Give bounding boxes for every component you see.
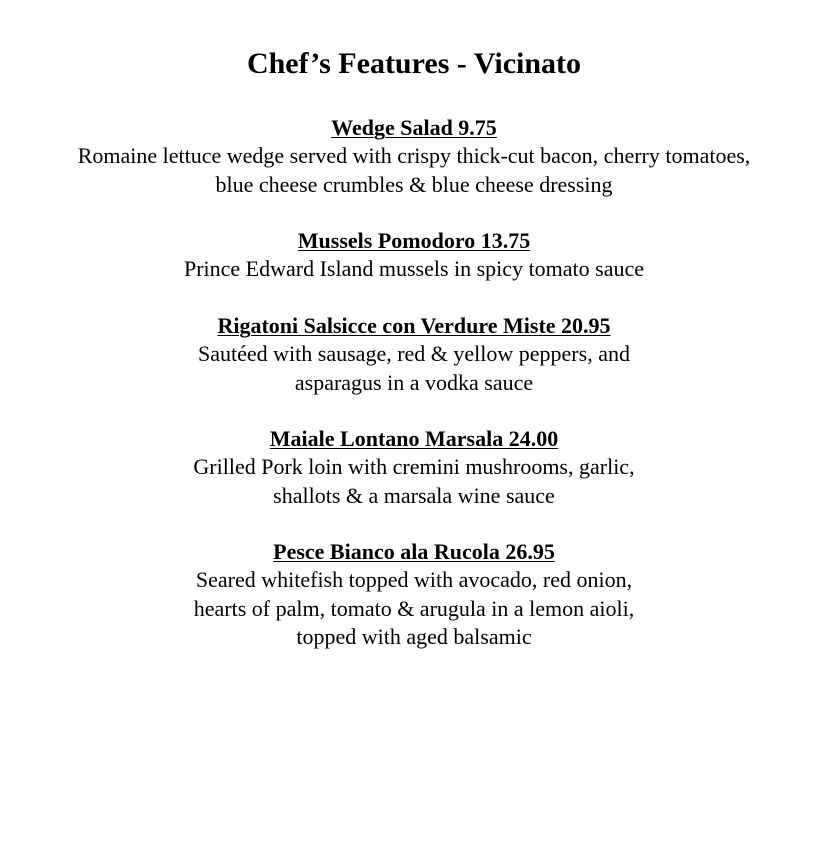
menu-item-mussels-pomodoro xyxy=(0,227,828,284)
menu-item-description-line: shallots & a marsala wine sauce xyxy=(273,482,555,508)
menu-item-description-line: blue cheese crumbles & blue cheese dressing xyxy=(215,171,613,197)
menu-item-name: Wedge Salad 9.75 xyxy=(331,115,497,140)
menu-item-wedge-salad xyxy=(0,114,828,199)
menu-item-description-line: Romaine lettuce wedge served with crispy thick-cut bacon, cherry tomatoes, xyxy=(77,143,751,168)
menu-item-description-line: Seared whitefish topped with avocado, red onion, xyxy=(195,567,633,592)
menu-item-description-line: topped with aged balsamic xyxy=(296,624,532,649)
menu-item-name: Rigatoni Salsicce con Verdure Miste 20.95 xyxy=(217,313,611,338)
page-title: Chef’s Features - Vicinato xyxy=(246,47,582,80)
menu-item-description-line: Grilled Pork loin with cremini mushrooms, garlic, xyxy=(193,454,635,479)
menu-item-description-line: hearts of palm, tomato & arugula in a lemon aioli, xyxy=(193,595,635,621)
menu-item-name: Mussels Pomodoro 13.75 xyxy=(297,228,531,253)
menu-item-description-line: Sautéed with sausage, red & yellow peppers, and xyxy=(198,341,630,366)
menu-item-name: Pesce Bianco ala Rucola 26.95 xyxy=(273,539,555,564)
menu-item-name: Maiale Lontano Marsala 24.00 xyxy=(269,426,559,451)
menu-item-pesce-bianco xyxy=(0,538,828,652)
menu-item-maiale-marsala xyxy=(0,425,828,510)
menu-item-description-line: Prince Edward Island mussels in spicy tomato sauce xyxy=(183,256,645,281)
menu-item-rigatoni xyxy=(0,312,828,397)
menu-item-description-line: asparagus in a vodka sauce xyxy=(294,369,534,395)
